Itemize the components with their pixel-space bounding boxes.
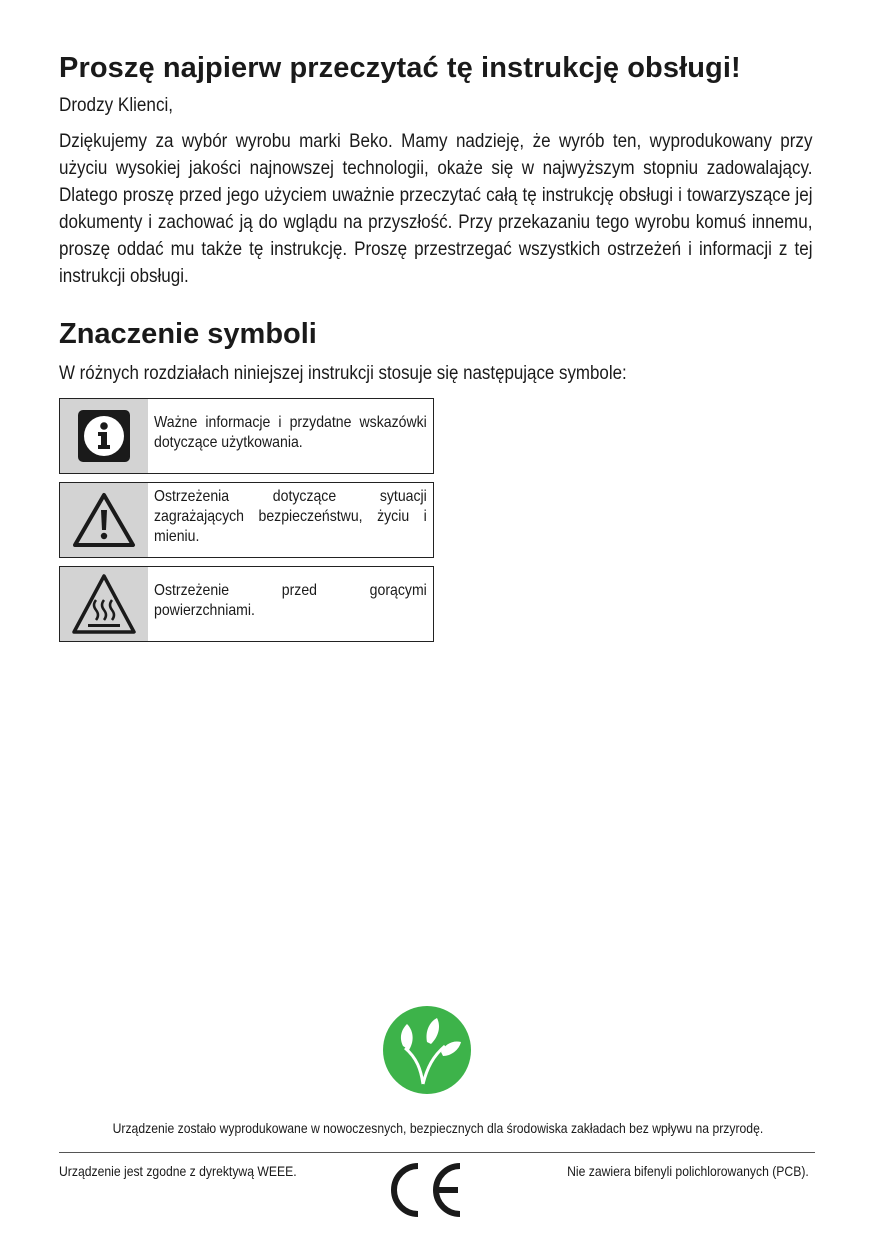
weee-statement: Urządzenie jest zgodne z dyrektywą WEEE. [59,1163,297,1179]
info-icon [77,409,131,463]
symbol-row-warning [59,482,434,558]
ce-mark-icon [388,1160,466,1220]
page-title: Proszę najpierw przeczytać tę instrukcję obsługi! [59,52,741,84]
symbol-row-hot-surface [59,566,434,642]
warning-icon [72,492,136,548]
greeting: Drodzy Klienci, [59,95,174,116]
symbols-heading: Znaczenie symboli [59,318,317,350]
eco-statement: Urządzenie zostało wyprodukowane w nowoczesnych, bezpiecznych dla środowiska zakładach bez wpływu na przyrodę. [112,1120,763,1136]
hot-surface-icon [72,572,136,636]
symbols-intro: W różnych rozdziałach niniejszej instrukcji stosuje się następujące symbole: [59,363,627,384]
symbol-row-info [59,398,434,474]
symbol-description: Ważne informacje i przydatne wskazówki dotyczące użytkowania. [154,414,427,451]
eco-leaf-icon [383,1006,471,1094]
divider [59,1152,815,1153]
intro-paragraph: Dziękujemy za wybór wyrobu marki Beko. Mamy nadzieję, że wyrób ten, wyprodukowany przy użyciu wysokiej jakości najnowszej technologii, okaże się w najwyższym stopniu zadowalający. Dlatego proszę przed jego użyciem uważnie przeczytać całą tę instrukcję obsługi i towarzyszące jej dokumenty i zachować ją do wglądu na przyszłość. Przy przekazaniu tego wyrobu komuś innemu, proszę oddać mu także tę instrukcję. Proszę przestrzegać wszystkich ostrzeżeń i informacji z tej instrukcji obsługi. [59,131,813,287]
pcb-statement: Nie zawiera bifenyli polichlorowanych (PCB). [567,1163,809,1179]
symbol-description: Ostrzeżenia dotyczące sytuacji zagrażających bezpieczeństwu, życiu i mieniu. [154,488,427,545]
symbol-description: Ostrzeżenie przed gorącymi powierzchniami. [154,582,427,619]
